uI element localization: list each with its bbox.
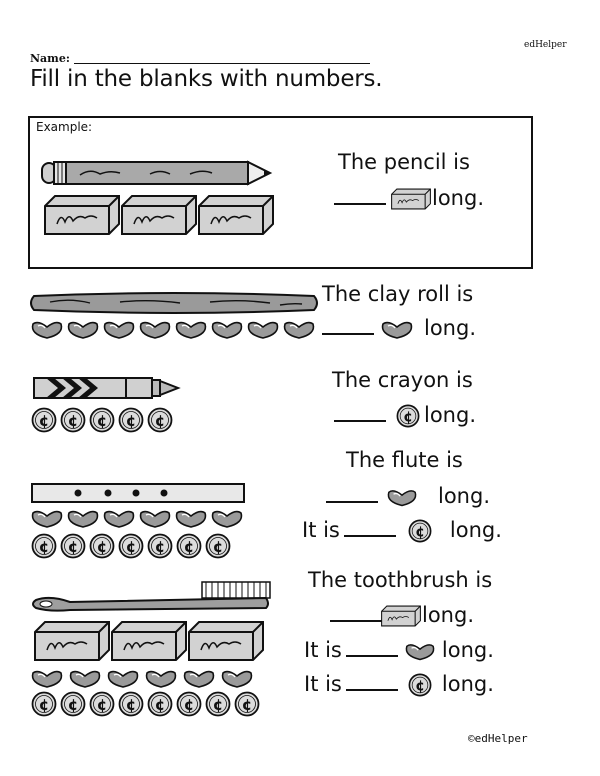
cent-coin-icon xyxy=(118,407,144,433)
bean-icon xyxy=(220,667,254,689)
unit-suffix: long. xyxy=(424,403,476,427)
clay-roll-icon xyxy=(30,292,318,314)
cent-coin-icon xyxy=(89,533,115,559)
eraser-icon xyxy=(380,605,422,627)
eraser-icon xyxy=(119,194,199,236)
pencil-icon xyxy=(40,158,272,188)
clay-roll-answer-row xyxy=(318,316,476,340)
bean-icon xyxy=(30,318,64,340)
bean-icon xyxy=(102,318,136,340)
cent-coin-icon xyxy=(176,691,202,717)
bean-icon xyxy=(102,507,136,529)
answer-blank[interactable] xyxy=(330,620,382,622)
row-prefix: It is xyxy=(304,638,342,662)
unit-suffix: long. xyxy=(422,603,474,627)
unit-suffix: long. xyxy=(438,484,490,508)
bean-icon xyxy=(30,507,64,529)
bean-icon xyxy=(174,318,208,340)
unit-suffix: long. xyxy=(441,638,494,662)
bean-icon xyxy=(66,318,100,340)
bean-icon xyxy=(68,667,102,689)
answer-blank[interactable] xyxy=(334,420,386,422)
bean-icon xyxy=(282,318,316,340)
toothbrush-icon xyxy=(30,578,272,616)
copyright-footer: ©edHelper xyxy=(468,732,528,745)
eraser-icon xyxy=(32,620,112,662)
eraser-icon xyxy=(42,194,122,236)
toothbrush-answer-row-3 xyxy=(304,672,494,697)
flute-question: The flute is xyxy=(346,448,463,472)
cent-coin-icon xyxy=(147,691,173,717)
cent-coin-icon xyxy=(147,407,173,433)
flute-answer-row-1 xyxy=(322,484,490,508)
row-prefix: It is xyxy=(302,518,340,542)
cent-coin-icon xyxy=(60,533,86,559)
clay-roll-question: The clay roll is xyxy=(322,282,474,306)
unit-suffix: long. xyxy=(441,672,494,696)
cent-coin-icon xyxy=(118,691,144,717)
toothbrush-answer-row-1 xyxy=(326,603,474,627)
cent-coin-icon xyxy=(408,673,432,697)
bean-icon xyxy=(30,667,64,689)
bean-icon xyxy=(210,318,244,340)
row-prefix: It is xyxy=(304,672,342,696)
answer-blank[interactable] xyxy=(344,535,396,537)
bean-icon xyxy=(246,318,280,340)
instruction-heading: Fill in the blanks with numbers. xyxy=(30,66,383,92)
bean-icon xyxy=(380,318,414,340)
bean-icon xyxy=(66,507,100,529)
name-blank[interactable] xyxy=(74,63,370,64)
bean-icon xyxy=(210,507,244,529)
crayon-question: The crayon is xyxy=(332,368,473,392)
flute-answer-row-2 xyxy=(302,518,502,543)
cent-coin-icon xyxy=(408,519,432,543)
bean-icon xyxy=(182,667,216,689)
bean-icon xyxy=(404,640,436,662)
bean-icon xyxy=(138,318,172,340)
toothbrush-question: The toothbrush is xyxy=(308,568,493,592)
unit-suffix: long. xyxy=(432,186,484,210)
bean-icon xyxy=(138,507,172,529)
example-question: The pencil is xyxy=(338,150,470,174)
eraser-icon xyxy=(186,620,266,662)
eraser-icon xyxy=(109,620,189,662)
cent-coin-icon xyxy=(118,533,144,559)
cent-coin-icon xyxy=(176,533,202,559)
answer-blank[interactable] xyxy=(346,689,398,691)
example-answer-row xyxy=(330,186,484,210)
eraser-icon xyxy=(196,194,276,236)
cent-coin-icon xyxy=(31,533,57,559)
example-label: Example: xyxy=(36,120,93,134)
flute-icon xyxy=(30,482,246,504)
cent-coin-icon xyxy=(89,691,115,717)
cent-coin-icon xyxy=(60,691,86,717)
name-label: Name: xyxy=(30,52,70,65)
cent-coin-icon xyxy=(205,533,231,559)
answer-blank[interactable] xyxy=(322,333,374,335)
crayon-icon xyxy=(32,375,180,401)
unit-suffix: long. xyxy=(424,316,476,340)
cent-coin-icon xyxy=(205,691,231,717)
bean-icon xyxy=(106,667,140,689)
answer-blank[interactable] xyxy=(346,655,398,657)
bean-icon xyxy=(174,507,208,529)
cent-coin-icon xyxy=(234,691,260,717)
cent-coin-icon xyxy=(89,407,115,433)
unit-suffix: long. xyxy=(449,518,502,542)
brand-label: edHelper xyxy=(524,40,567,50)
cent-coin-icon xyxy=(31,407,57,433)
cent-coin-icon xyxy=(396,404,420,428)
bean-icon xyxy=(386,486,418,508)
cent-coin-icon xyxy=(60,407,86,433)
toothbrush-answer-row-2 xyxy=(304,638,494,662)
eraser-icon xyxy=(390,188,432,210)
answer-blank[interactable] xyxy=(334,203,386,205)
crayon-answer-row xyxy=(330,403,476,428)
answer-blank[interactable] xyxy=(326,501,378,503)
cent-coin-icon xyxy=(147,533,173,559)
bean-icon xyxy=(144,667,178,689)
cent-coin-icon xyxy=(31,691,57,717)
